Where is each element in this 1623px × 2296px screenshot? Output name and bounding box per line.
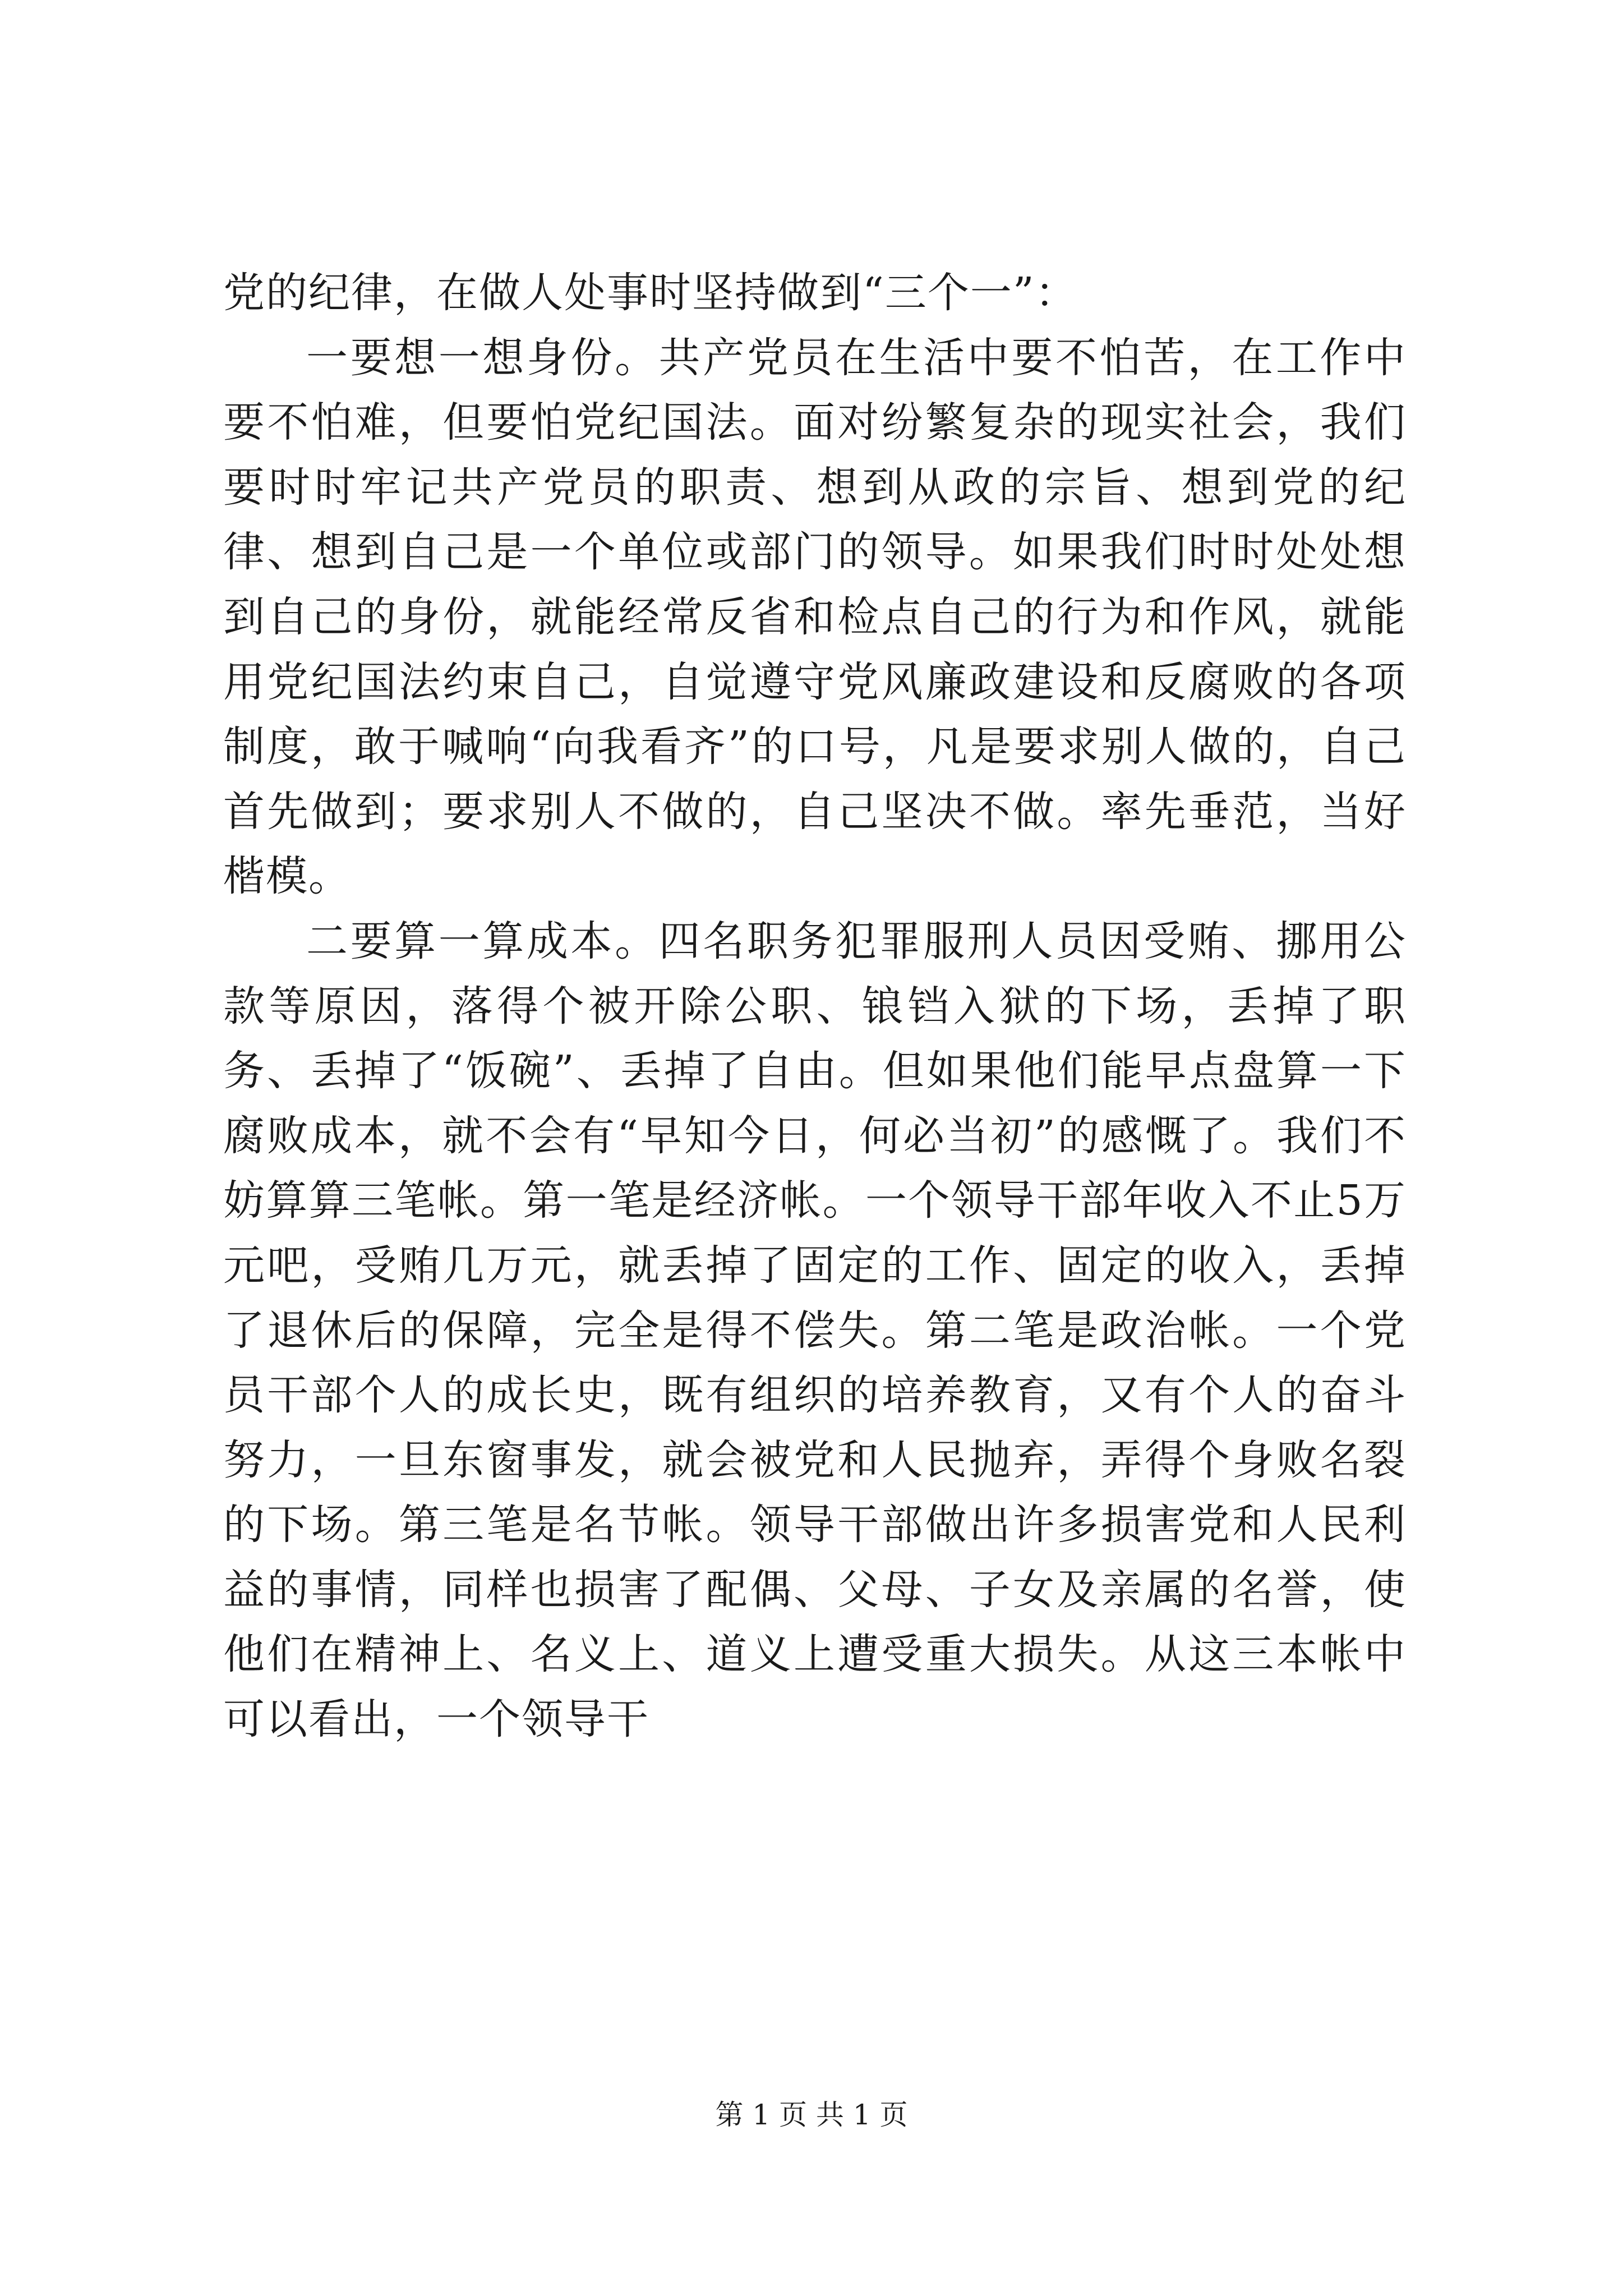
paragraph-continuation: 党的纪律，在做人处事时坚持做到“三个一”： [223, 269, 1078, 317]
paragraph-identity: 一要想一想身份。共产党员在生活中要不怕苦，在工作中要不怕难，但要怕党纪国法。面对纷繁复杂的现实社会，我们要时时牢记共产党员的职责、想到从政的宗旨、想到党的纪律、想到自己是一个单位或部门的领导。如果我们时时处处想到自己的身份，就能经常反省和检点自己的行为和作风，就能用党纪国法约束自己，自觉遵守党风廉政建设和反腐败的各项制度，敢于喊响“向我看齐”的口号，凡是要求别人做的，自己首先做到；要求别人不做的，自己坚决不做。率先垂范，当好楷模。 [223, 333, 1407, 901]
page-footer: 第 1 页 共 1 页 [715, 2099, 908, 2131]
paragraph-cost: 二要算一算成本。四名职务犯罪服刑人员因受贿、挪用公款等原因，落得个被开除公职、锒铛入狱的下场，丢掉了职务、丢掉了“饭碗”、丢掉了自由。但如果他们能早点盘算一下腐败成本，就不会有“早知今日，何必当初”的感慨了。我们不妨算算三笔帐。第一笔是经济帐。一个领导干部年收入不止5万元吧，受贿几万元，就丢掉了固定的工作、固定的收入，丢掉了退休后的保障，完全是得不偿失。第二笔是政治帐。一个党员干部个人的成长史，既有组织的培养教育，又有个人的奋斗努力，一旦东窗事发，就会被党和人民抛弃，弄得个身败名裂的下场。第三笔是名节帐。领导干部做出许多损害党和人民利益的事情，同样也损害了配偶、父母、子女及亲属的名誉，使他们在精神上、名义上、道义上遭受重大损失。从这三本帐中可以看出，一个领导干 [223, 917, 1407, 1744]
document-body [223, 261, 1407, 1752]
